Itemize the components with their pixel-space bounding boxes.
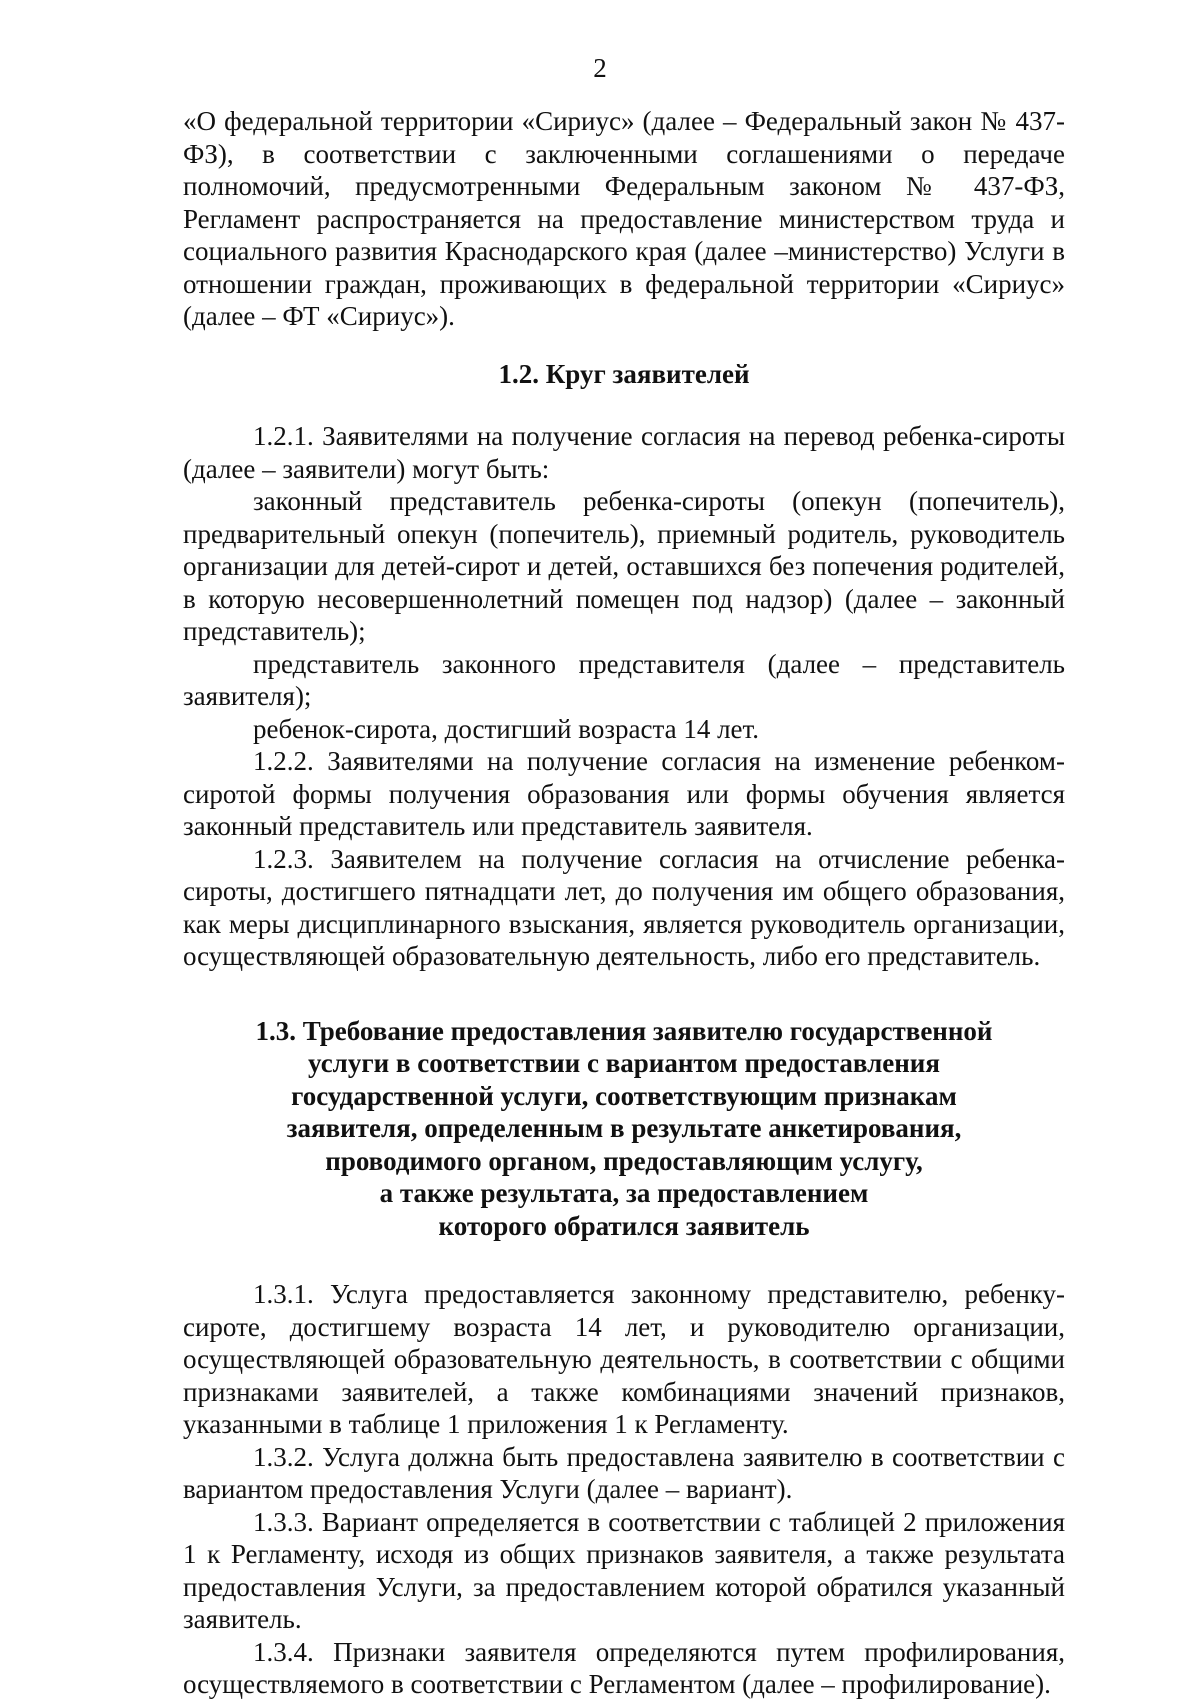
paragraph-applicant-representative: представитель законного представителя (далее – представитель заявителя); bbox=[183, 648, 1065, 711]
paragraph-1-2-2: 1.2.2. Заявителями на получение согласия на изменение ребенком-сиротой формы получения образования или формы обучения является законный представитель или представитель заявителя. bbox=[183, 746, 1065, 841]
intro-paragraph: «О федеральной территории «Сириус» (далее – Федеральный закон № 437-ФЗ), в соответствии с заключенными соглашениями о передаче полномочий, предусмотренными Федеральным законом № 437-ФЗ, Регламент распространяется на предоставление министерством труда и социального развития Краснодарского края (далее –министерство) Услуги в отношении граждан, проживающих в федеральной территории «Сириус» (далее – ФТ «Сириус»). bbox=[183, 106, 1065, 331]
section-1-3-heading-line: заявителя, определенным в результате анкетирования, bbox=[286, 1113, 962, 1143]
document-body bbox=[183, 105, 1065, 1701]
paragraph-legal-representative: законный представитель ребенка-сироты (опекун (попечитель), предварительный опекун (попечитель), приемный родитель, руководитель организации для детей-сирот и детей, оставшихся без попечения родителей, в которую несовершеннолетний помещен под надзор) (далее – законный представитель); bbox=[183, 486, 1065, 646]
paragraph-orphan-14: ребенок-сирота, достигший возраста 14 лет. bbox=[253, 713, 760, 744]
paragraph-1-2-1: 1.2.1. Заявителями на получение согласия на перевод ребенка-сироты (далее – заявители) могут быть: bbox=[183, 421, 1065, 484]
page-number: 2 bbox=[593, 53, 607, 83]
section-1-3-heading-line: которого обратился заявитель bbox=[438, 1210, 810, 1241]
section-1-2-heading: 1.2. Круг заявителей bbox=[498, 358, 750, 389]
section-1-3-heading-line: 1.3. Требование предоставления заявителю государственной bbox=[255, 1015, 993, 1046]
section-1-3-heading-line: а также результата, за предоставлением bbox=[379, 1178, 869, 1208]
paragraph-1-2-3: 1.2.3. Заявителем на получение согласия на отчисление ребенка-сироты, достигшего пятнадцати лет, до получения им общего образования, как меры дисциплинарного взыскания, является руководитель организации, осуществляющей образовательную деятельность, либо его представитель. bbox=[183, 843, 1065, 971]
section-1-3-heading bbox=[183, 1015, 1065, 1243]
section-1-3-heading-line: государственной услуги, соответствующим признакам bbox=[291, 1080, 957, 1111]
paragraph-1-3-1: 1.3.1. Услуга предоставляется законному представителю, ребенку-сироте, достигшему возраста 14 лет, и руководителю организации, осуществляющей образовательную деятельность, в соответствии с общими признаками заявителей, а также комбинациями значений признаков, указанными в таблице 1 приложения 1 к Регламенту. bbox=[183, 1279, 1065, 1439]
section-1-3-heading-line: услуги в соответствии с вариантом предоставления bbox=[308, 1048, 940, 1078]
paragraph-1-3-2: 1.3.2. Услуга должна быть предоставлена заявителю в соответствии с вариантом предоставления Услуги (далее – вариант). bbox=[183, 1441, 1065, 1504]
section-1-3-heading-line: проводимого органом, предоставляющим услугу, bbox=[325, 1145, 923, 1176]
paragraph-1-3-3: 1.3.3. Вариант определяется в соответствии с таблицей 2 приложения 1 к Регламенту, исходя из общих признаков заявителя, а также результата предоставления Услуги, за предоставлением которой обратился указанный заявитель. bbox=[183, 1506, 1065, 1634]
paragraph-1-3-4: 1.3.4. Признаки заявителя определяются путем профилирования, осуществляемого в соответствии с Регламентом (далее – профилирование). bbox=[183, 1636, 1065, 1699]
